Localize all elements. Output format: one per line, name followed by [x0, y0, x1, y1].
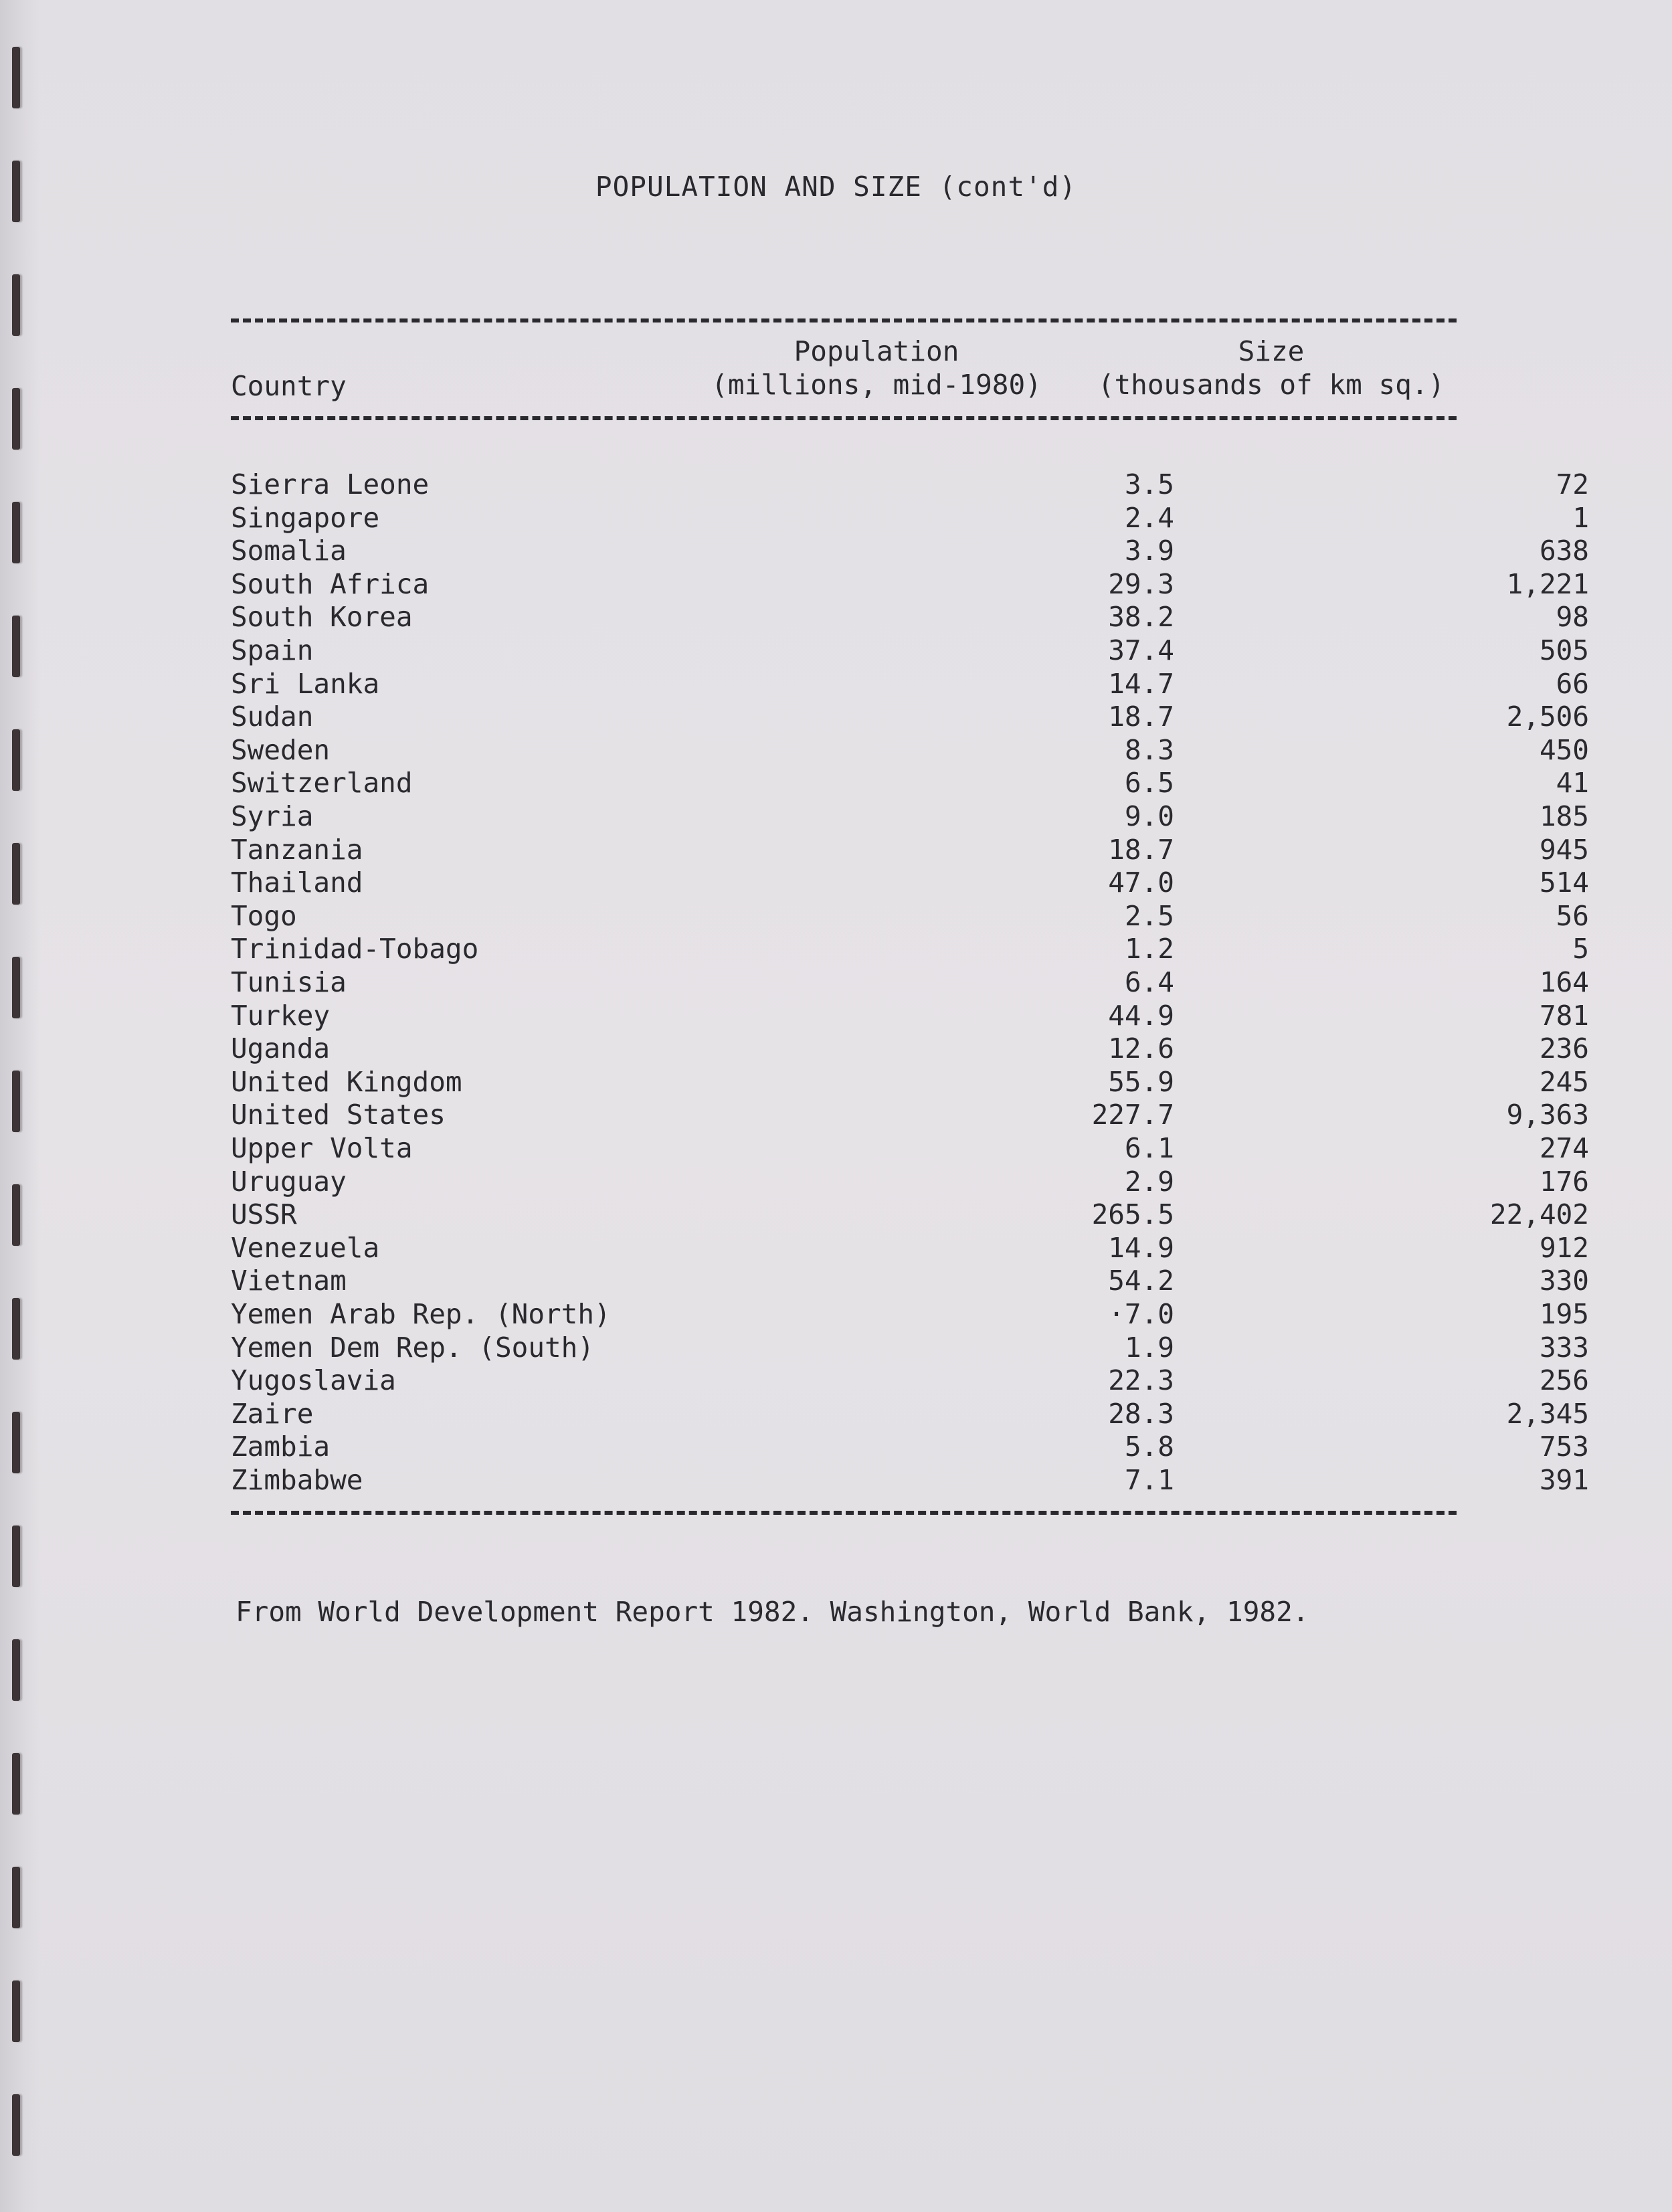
size-cell: 245	[1539, 1065, 1589, 1098]
size-cell: 98	[1556, 601, 1589, 634]
country-cell: Venezuela	[231, 1231, 380, 1264]
binding-hole	[12, 1184, 20, 1246]
table-row	[231, 1431, 1589, 1464]
table-row	[231, 535, 1589, 568]
population-cell: 54.2	[1108, 1265, 1174, 1297]
country-cell: Tanzania	[231, 833, 363, 866]
table-row	[231, 933, 1589, 966]
population-cell: 28.3	[1108, 1397, 1174, 1430]
binding-hole	[12, 957, 20, 1018]
country-cell: South Korea	[231, 601, 413, 634]
binding-hole	[12, 388, 20, 450]
country-cell: United States	[231, 1099, 446, 1131]
table-row	[231, 601, 1589, 634]
country-cell: Uganda	[231, 1032, 331, 1065]
country-cell: South Africa	[231, 567, 430, 600]
table-row	[231, 567, 1589, 602]
population-cell: 1.2	[1124, 933, 1174, 965]
population-cell: 6.4	[1124, 966, 1174, 998]
size-cell: 5	[1572, 933, 1589, 965]
size-cell: 22,402	[1489, 1198, 1589, 1231]
size-cell: 72	[1556, 468, 1589, 500]
size-cell: 2,506	[1506, 701, 1589, 733]
size-cell: 176	[1539, 1165, 1589, 1198]
table-row	[231, 1065, 1589, 1099]
binding-hole	[12, 274, 20, 336]
country-cell: Syria	[231, 800, 314, 832]
binding-hole	[12, 1980, 20, 2042]
population-cell: 38.2	[1108, 601, 1174, 634]
country-cell: Singapore	[231, 501, 380, 534]
table-row	[231, 1331, 1589, 1365]
size-cell: 256	[1539, 1364, 1589, 1397]
table-row	[231, 1464, 1589, 1497]
country-cell: Trinidad-Tobago	[231, 933, 479, 965]
population-cell: 2.5	[1124, 899, 1174, 932]
table-row	[231, 899, 1589, 933]
population-cell: 12.6	[1108, 1032, 1174, 1065]
size-cell: 1,221	[1506, 567, 1589, 600]
header-country: Country	[231, 370, 347, 402]
table-row	[231, 999, 1589, 1033]
binding-hole	[12, 1753, 20, 1815]
binding-hole	[12, 729, 20, 791]
table-row	[231, 1132, 1589, 1166]
population-cell: 55.9	[1108, 1065, 1174, 1098]
size-cell: 330	[1539, 1265, 1589, 1297]
size-cell: 333	[1539, 1331, 1589, 1364]
country-cell: Togo	[231, 899, 297, 932]
table-row	[231, 800, 1589, 834]
size-cell: 164	[1539, 966, 1589, 998]
population-cell: 47.0	[1108, 866, 1174, 899]
country-cell: Turkey	[231, 999, 331, 1032]
population-cell: 7.1	[1124, 1464, 1174, 1496]
population-cell: 9.0	[1124, 800, 1174, 832]
population-cell: 3.9	[1124, 535, 1174, 567]
country-cell: USSR	[231, 1198, 297, 1231]
country-cell: Sudan	[231, 701, 314, 733]
header-size-line1: Size	[1238, 335, 1305, 367]
population-cell: 37.4	[1108, 634, 1174, 666]
country-cell: Tunisia	[231, 966, 347, 998]
population-cell: 2.4	[1124, 501, 1174, 534]
table-row	[231, 833, 1589, 867]
size-cell: 1	[1572, 501, 1589, 534]
population-cell: ·7.0	[1108, 1298, 1174, 1330]
size-cell: 56	[1556, 899, 1589, 932]
binding-hole	[12, 1526, 20, 1587]
population-cell: 2.9	[1124, 1165, 1174, 1198]
country-cell: Yemen Dem Rep. (South)	[231, 1331, 595, 1364]
size-cell: 781	[1539, 999, 1589, 1032]
binding-hole	[12, 1867, 20, 1928]
country-cell: United Kingdom	[231, 1065, 462, 1098]
population-cell: 1.9	[1124, 1331, 1174, 1364]
population-cell: 3.5	[1124, 468, 1174, 500]
table-row	[231, 634, 1589, 668]
size-cell: 391	[1539, 1464, 1589, 1496]
country-cell: Uruguay	[231, 1165, 347, 1198]
country-cell: Zambia	[231, 1431, 331, 1463]
country-cell: Zaire	[231, 1397, 314, 1430]
country-cell: Sweden	[231, 733, 331, 766]
population-cell: 265.5	[1091, 1198, 1174, 1231]
population-cell: 8.3	[1124, 733, 1174, 766]
size-cell: 505	[1539, 634, 1589, 666]
binding-hole	[12, 47, 20, 108]
table-bottom-rule	[231, 1511, 1457, 1515]
country-cell: Switzerland	[231, 767, 413, 800]
binding-hole	[12, 502, 20, 563]
table-row	[231, 1032, 1589, 1066]
binding-hole	[12, 843, 20, 905]
table-row	[231, 667, 1589, 701]
table-row	[231, 966, 1589, 1000]
population-cell: 6.5	[1124, 767, 1174, 800]
binding-hole	[12, 1639, 20, 1701]
binding-hole	[12, 616, 20, 677]
size-cell: 274	[1539, 1132, 1589, 1164]
table-row	[231, 733, 1589, 767]
size-cell: 638	[1539, 535, 1589, 567]
population-cell: 18.7	[1108, 833, 1174, 866]
country-cell: Vietnam	[231, 1265, 347, 1297]
population-cell: 14.7	[1108, 667, 1174, 700]
country-cell: Zimbabwe	[231, 1464, 363, 1496]
binding-hole	[12, 2094, 20, 2156]
population-cell: 14.9	[1108, 1231, 1174, 1264]
population-cell: 227.7	[1091, 1099, 1174, 1131]
country-cell: Thailand	[231, 866, 363, 899]
country-cell: Sierra Leone	[231, 468, 430, 500]
population-cell: 5.8	[1124, 1431, 1174, 1463]
table-row	[231, 1198, 1589, 1232]
table-row	[231, 1231, 1589, 1265]
country-cell: Spain	[231, 634, 314, 666]
population-cell: 44.9	[1108, 999, 1174, 1032]
size-cell: 514	[1539, 866, 1589, 899]
population-cell: 6.1	[1124, 1132, 1174, 1164]
table-row	[231, 468, 1589, 502]
binding-hole	[12, 1071, 20, 1132]
size-cell: 912	[1539, 1231, 1589, 1264]
table-row	[231, 1099, 1589, 1132]
binding-hole	[12, 1298, 20, 1360]
size-cell: 41	[1556, 767, 1589, 800]
size-cell: 185	[1539, 800, 1589, 832]
country-cell: Yugoslavia	[231, 1364, 396, 1397]
size-cell: 9,363	[1506, 1099, 1589, 1131]
table-row	[231, 1298, 1589, 1331]
table-row	[231, 1364, 1589, 1398]
table-row	[231, 1397, 1589, 1431]
table-row	[231, 1265, 1589, 1298]
table-top-rule	[231, 318, 1457, 322]
binding-hole	[12, 1412, 20, 1473]
size-cell: 945	[1539, 833, 1589, 866]
table-row	[231, 701, 1589, 734]
size-cell: 195	[1539, 1298, 1589, 1330]
header-population-line1: Population	[794, 335, 959, 367]
header-bottom-rule	[231, 416, 1457, 420]
spiral-binding	[0, 0, 40, 2212]
table-row	[231, 767, 1589, 800]
population-cell: 22.3	[1108, 1364, 1174, 1397]
header-size-line2: (thousands of km sq.)	[1097, 369, 1445, 401]
population-cell: 29.3	[1108, 567, 1174, 600]
source-citation: From World Development Report 1982. Washington, World Bank, 1982.	[236, 1596, 1309, 1628]
size-cell: 236	[1539, 1032, 1589, 1065]
page-title: POPULATION AND SIZE (cont'd)	[595, 171, 1077, 203]
table-row	[231, 501, 1589, 535]
population-cell: 18.7	[1108, 701, 1174, 733]
table-row	[231, 866, 1589, 900]
table-row	[231, 1165, 1589, 1199]
size-cell: 2,345	[1506, 1397, 1589, 1430]
size-cell: 450	[1539, 733, 1589, 766]
country-cell: Somalia	[231, 535, 347, 567]
country-cell: Yemen Arab Rep. (North)	[231, 1298, 611, 1330]
size-cell: 66	[1556, 667, 1589, 700]
size-cell: 753	[1539, 1431, 1589, 1463]
header-population-line2: (millions, mid-1980)	[711, 369, 1042, 401]
country-cell: Sri Lanka	[231, 667, 380, 700]
country-cell: Upper Volta	[231, 1132, 413, 1164]
